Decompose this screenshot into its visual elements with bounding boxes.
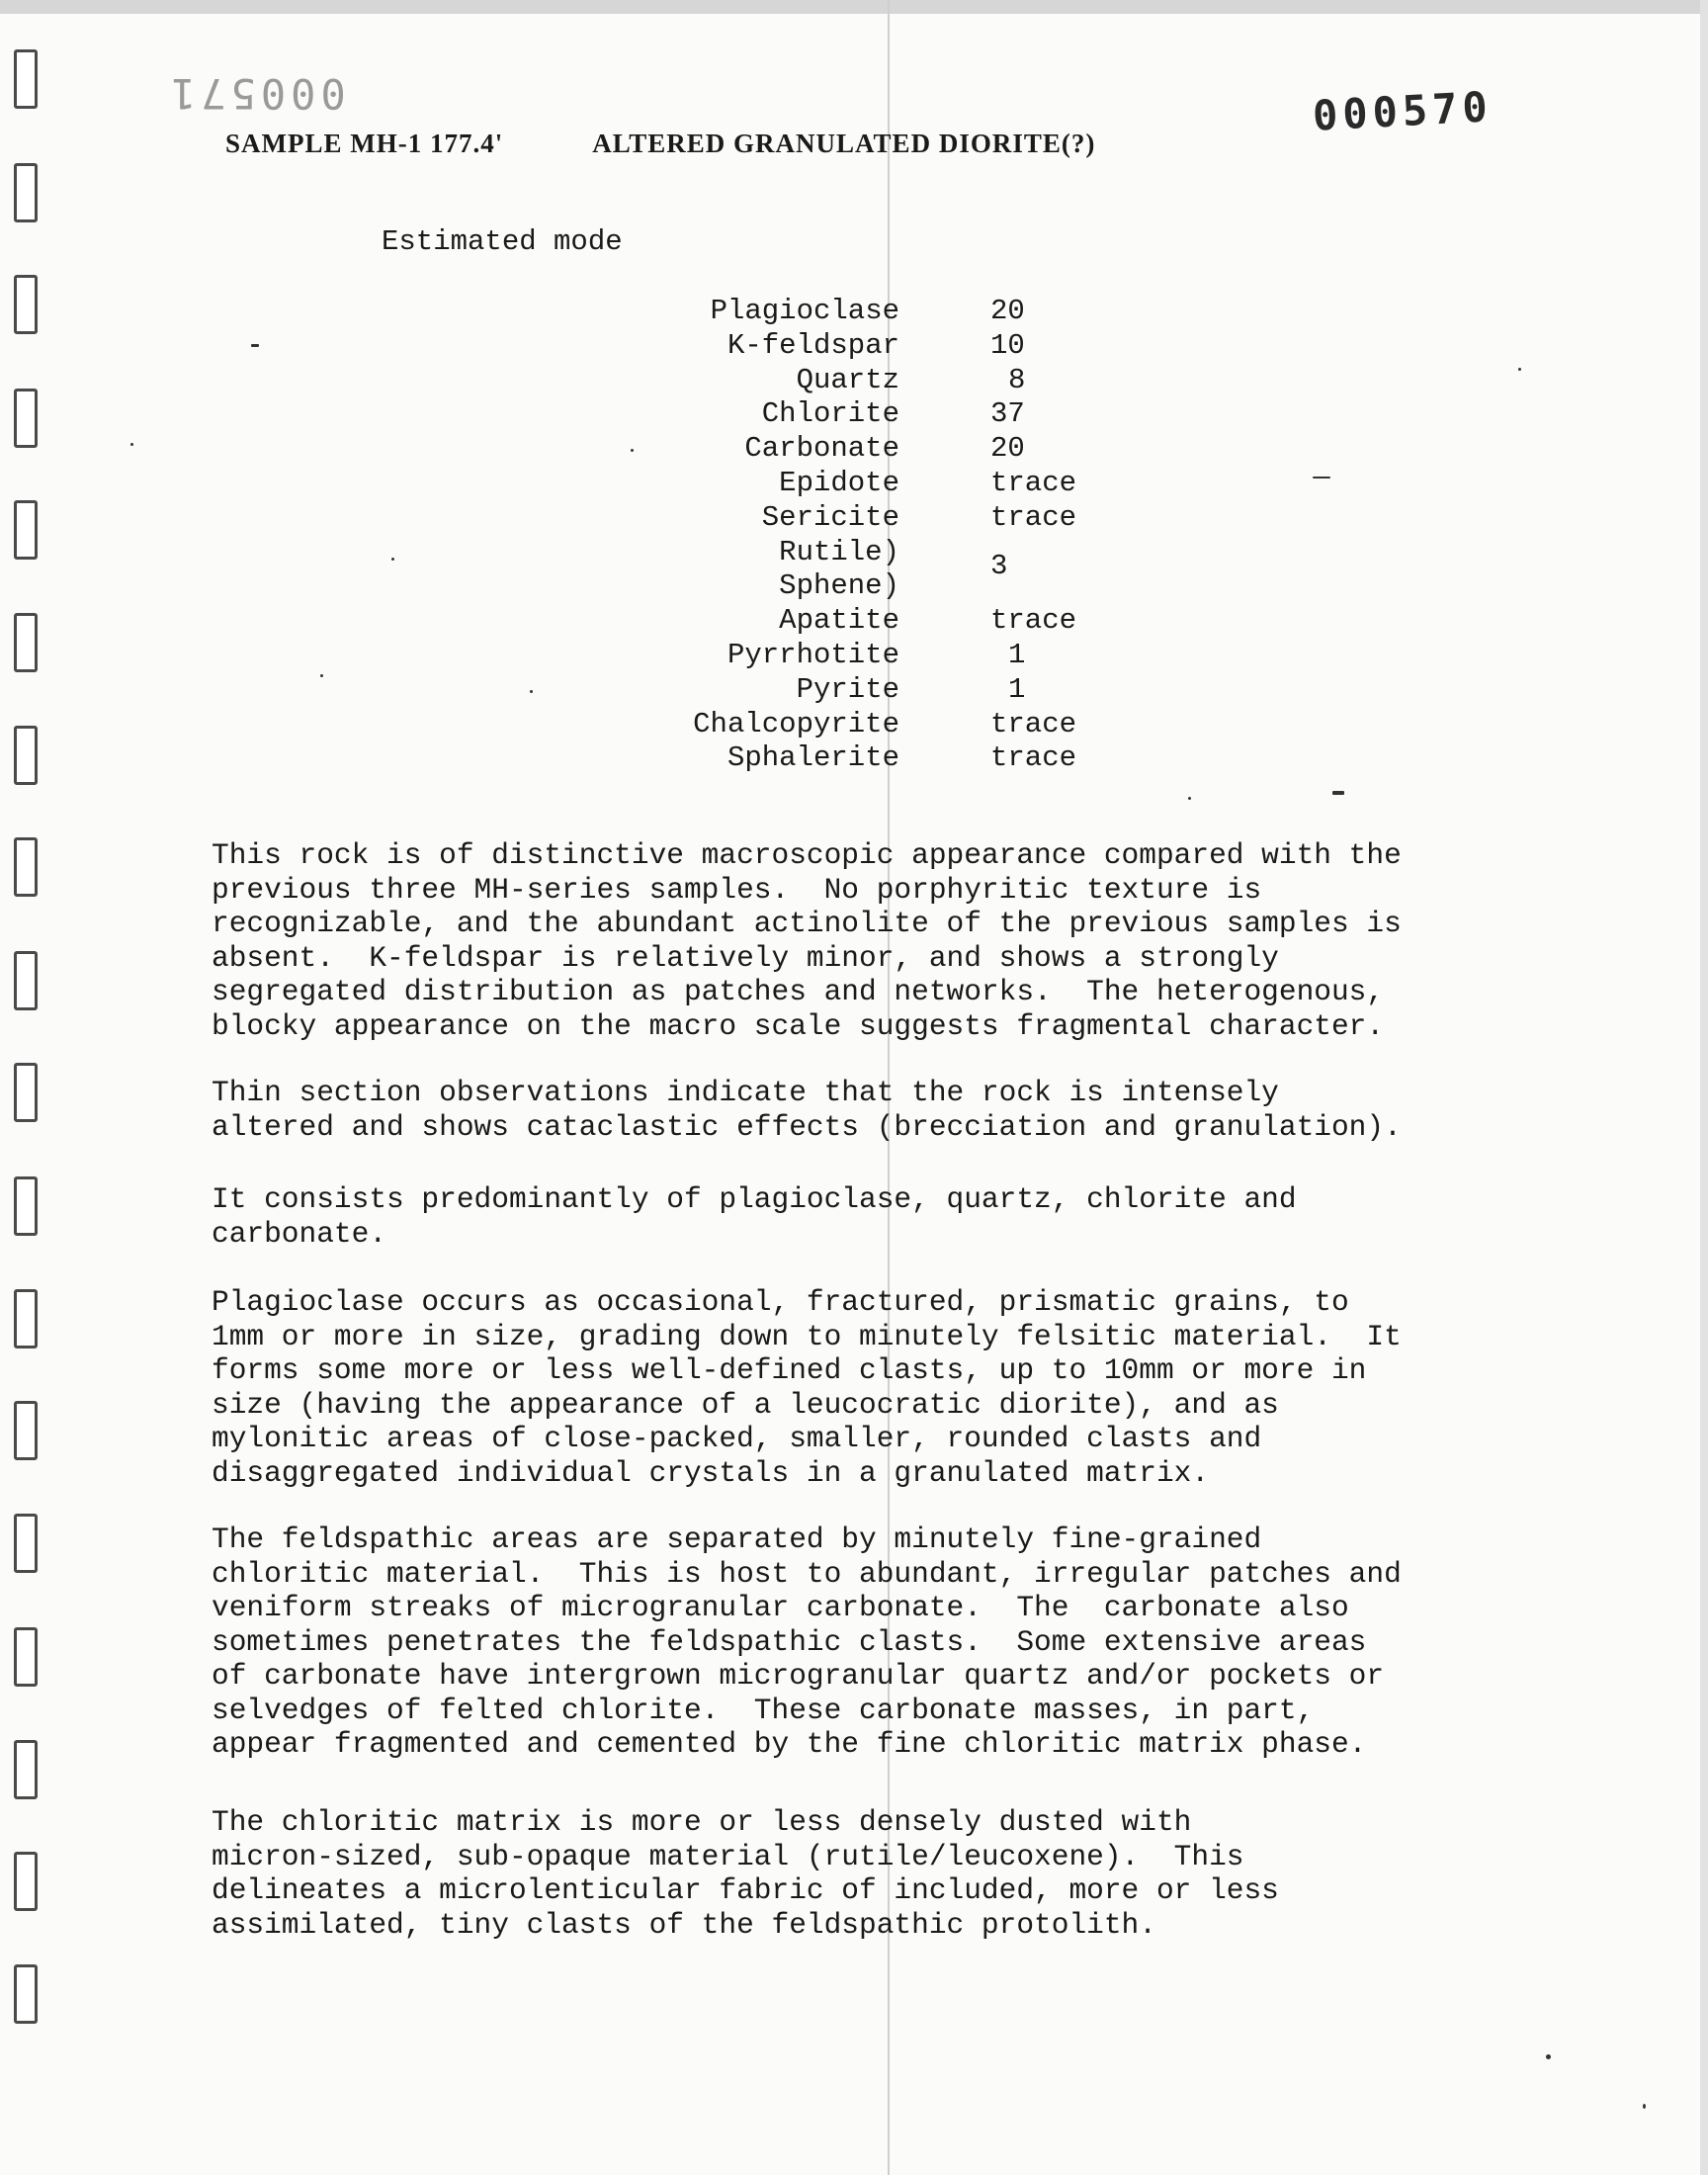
mode-value: trace <box>990 741 1077 775</box>
punch-hole <box>14 500 38 560</box>
mineral-name: Chalcopyrite <box>693 707 899 740</box>
mineral-name: Plagioclase <box>710 295 899 327</box>
scan-speck <box>320 674 323 677</box>
scan-top-edge <box>0 0 1708 14</box>
mode-value: trace <box>990 604 1077 638</box>
mode-value: 10 <box>990 328 1025 362</box>
scan-speck <box>251 344 259 347</box>
mineral-name: Rutile) <box>779 535 899 568</box>
paragraph-thin-section: Thin section observations indicate that the rock is intensely altered and shows cataclastic effects (brecciation and granulation). <box>212 1076 1402 1144</box>
mineral-name: Carbonate <box>744 432 899 466</box>
punch-hole <box>14 1740 38 1799</box>
mode-value: 20 <box>990 295 1025 327</box>
mode-value: 1 <box>1008 672 1026 706</box>
mineral-name: Pyrrhotite <box>726 638 899 671</box>
paragraph-chloritic-matrix: The chloritic matrix is more or less densely dusted with micron-sized, sub-opaque material (rutile/leucoxene). This delineates a microlenticular fabric of included, more or less assimilated, tiny clasts of the feldspathic protolith. <box>212 1805 1279 1942</box>
mode-value: trace <box>990 707 1077 740</box>
punch-hole <box>14 726 38 785</box>
scan-speck <box>130 443 133 446</box>
scan-speck <box>1313 477 1330 478</box>
punch-hole <box>14 613 38 672</box>
scan-speck <box>1332 791 1344 795</box>
scan-speck <box>1518 368 1521 371</box>
mineral-name: Quartz <box>796 363 899 396</box>
mode-value: 37 <box>990 397 1025 431</box>
mode-value: 20 <box>990 432 1025 466</box>
scan-speck <box>391 558 394 561</box>
page-number-stamp: 000570 <box>1311 82 1494 140</box>
mineral-name: Sphalerite <box>726 741 899 775</box>
punch-hole <box>14 1514 38 1573</box>
punch-hole <box>14 1852 38 1911</box>
mineral-name: Sphene) <box>779 569 899 603</box>
scan-speck <box>1643 2104 1646 2109</box>
punch-hole <box>14 49 38 109</box>
punch-hole <box>14 837 38 897</box>
mode-value: trace <box>990 500 1077 534</box>
rock-name: ALTERED GRANULATED DIORITE(?) <box>592 129 1096 158</box>
paragraph-macroscopic: This rock is of distinctive macroscopic appearance compared with the previous three MH-series samples. No porphyritic texture is recognizable, and the abundant actinolite of the previous samples is absent. K-feldspar is relatively minor, and shows a strongly segregated distribution as patches and networks. The heterogenous, blocky appearance on the macro scale suggests fragmental character. <box>212 838 1402 1043</box>
mineral-name: Pyrite <box>796 672 899 706</box>
scan-speck <box>530 690 533 693</box>
mode-value: 1 <box>1008 638 1026 671</box>
sample-header <box>225 129 1095 159</box>
punch-hole <box>14 1063 38 1122</box>
punch-hole <box>14 951 38 1010</box>
punch-hole <box>14 389 38 448</box>
scan-speck <box>631 449 634 452</box>
paragraph-composition: It consists predominantly of plagioclase, quartz, chlorite and carbonate. <box>212 1182 1297 1251</box>
mineral-name: Chlorite <box>761 397 899 431</box>
punch-hole <box>14 163 38 222</box>
mineral-name: K-feldspar <box>726 328 899 362</box>
scan-speck <box>1188 797 1191 800</box>
paragraph-plagioclase: Plagioclase occurs as occasional, fractured, prismatic grains, to 1mm or more in size, grading down to minutely felsitic material. It forms some more or less well-defined clasts, up to 10mm or more in size (having the appearance of a leucocratic diorite), and as mylonitic areas of close-packed, smaller, rounded clasts and disaggregated individual crystals in a granulated matrix. <box>212 1285 1402 1490</box>
punch-hole <box>14 1627 38 1687</box>
mineral-name: Epidote <box>779 466 899 499</box>
scan-speck <box>1546 2054 1551 2059</box>
paragraph-feldspathic-areas: The feldspathic areas are separated by minutely fine-grained chloritic material. This is host to abundant, irregular patches and veniform streaks of microgranular carbonate. The carbonate also sometimes penetrates the feldspathic clasts. Some extensive areas of carbonate have intergrown microgranular quartz and/or pockets or selvedges of felted chlorite. These carbonate masses, in part, appear fragmented and cemented by the fine chloritic matrix phase. <box>212 1522 1402 1761</box>
punch-hole <box>14 1964 38 2024</box>
mode-value: 8 <box>1008 363 1026 396</box>
binder-punch-holes <box>10 49 45 2126</box>
punch-hole <box>14 1289 38 1348</box>
sample-id: SAMPLE MH-1 177.4' <box>225 129 504 158</box>
mineral-name: Sericite <box>761 500 899 534</box>
faint-reverse-stamp: 000571 <box>166 69 346 118</box>
estimated-mode-label: Estimated mode <box>382 225 623 258</box>
mode-value: 3 <box>990 549 1008 582</box>
punch-hole <box>14 1401 38 1460</box>
punch-hole <box>14 275 38 334</box>
scan-right-edge <box>1700 0 1708 2175</box>
mineral-name: Apatite <box>779 604 899 638</box>
punch-hole <box>14 1176 38 1236</box>
mode-value: trace <box>990 466 1077 499</box>
